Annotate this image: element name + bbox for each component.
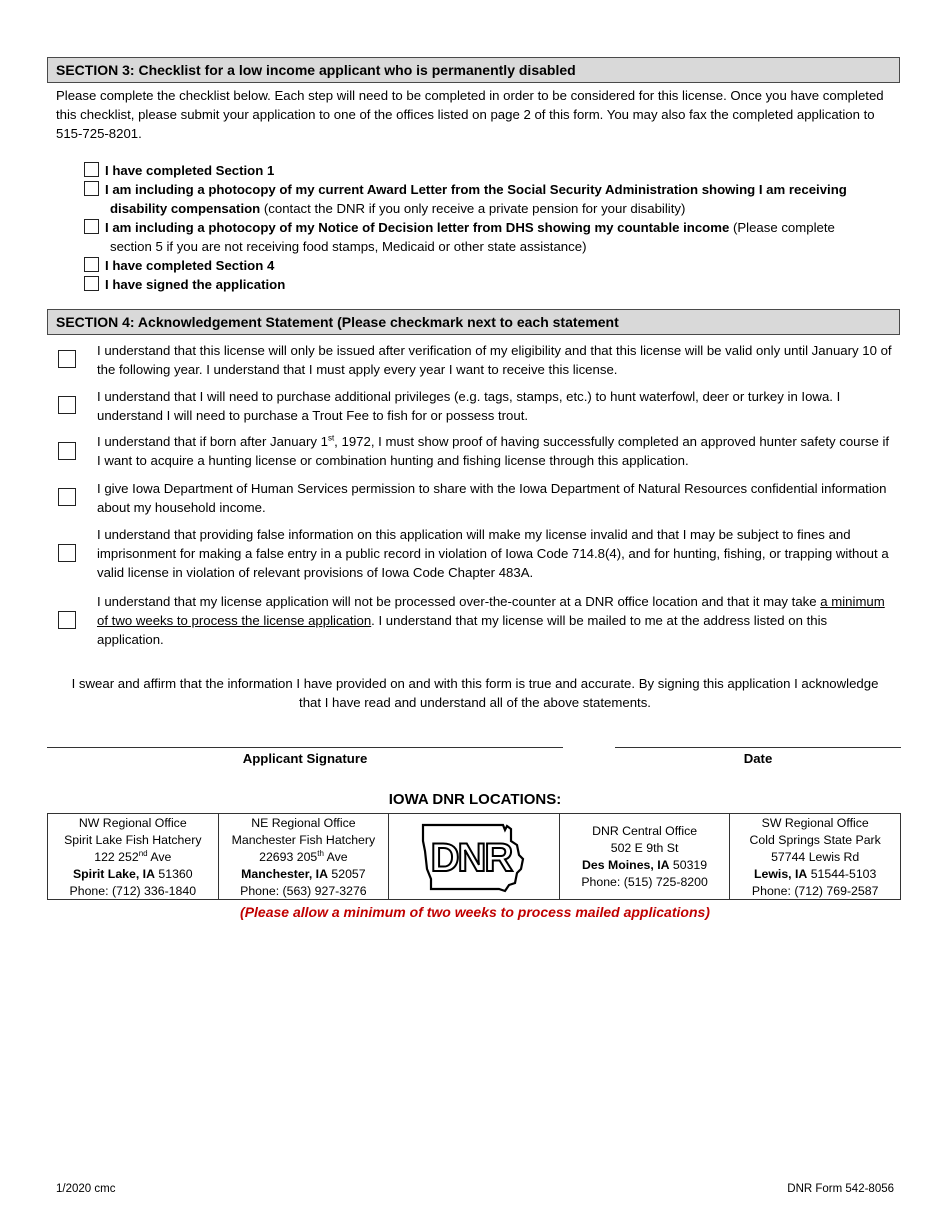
ack-text: I give Iowa Department of Human Services permission to share with the Iowa Department of Natural Resources confidential information about my household income.: [97, 481, 887, 515]
ack-checkbox[interactable]: [58, 350, 76, 368]
footer-date-code: 1/2020 cmc: [56, 1183, 116, 1195]
checklist-text: I have signed the application: [105, 277, 286, 292]
ack-checkbox[interactable]: [58, 488, 76, 506]
footer-form-number: DNR Form 542-8056: [787, 1183, 894, 1195]
checklist-text: I have completed Section 4: [105, 258, 275, 273]
section4-header: SECTION 4: Acknowledgement Statement (Please checkmark next to each statement: [47, 309, 900, 335]
checklist-checkbox[interactable]: [84, 181, 99, 196]
checklist-text: I am including a photocopy of my current Award Letter from the Social Security Administration showing I am receiving: [105, 182, 847, 197]
applicant-signature-label: Applicant Signature: [242, 751, 368, 766]
affirmation-statement: I swear and affirm that the information I have provided on and with this form is true and accurate. By signing this application I acknowledge that I have read and understand all of the above statements.: [71, 676, 879, 710]
ack-checkbox[interactable]: [58, 544, 76, 562]
checklist-checkbox[interactable]: [84, 276, 99, 291]
dnr-logo-icon: [419, 821, 529, 893]
locations-title: IOWA DNR LOCATIONS:: [388, 791, 562, 808]
locations-table: [47, 813, 901, 900]
checklist-checkbox[interactable]: [84, 162, 99, 177]
mailed-applications-notice: (Please allow a minimum of two weeks to process mailed applications): [240, 904, 710, 920]
checklist-note-cont: section 5 if you are not receiving food stamps, Medicaid or other state assistance): [110, 239, 587, 254]
office-sw: SW Regional Office Cold Springs State Park 57744 Lewis Rd Lewis, IA 51544-5103 Phone: (712) 769-2587: [749, 815, 881, 898]
checklist-item: [84, 256, 884, 275]
checklist-checkbox[interactable]: [84, 257, 99, 272]
checklist-checkbox[interactable]: [84, 219, 99, 234]
date-label: Date: [743, 751, 773, 766]
checklist-item: [84, 275, 884, 294]
section3-intro: Please complete the checklist below. Each step will need to be completed in order to be considered for this license. Once you have completed this checklist, please submit your application to one of the offices listed on page 2 of this form. You may also fax the completed application to 515-725-8201.: [56, 88, 884, 141]
ack-checkbox[interactable]: [58, 442, 76, 460]
ack-text: I understand that I will need to purchase additional privileges (e.g. tags, stamps, etc.) to hunt waterfowl, deer or turkey in Iowa. I understand I will need to purchase a Trout Fee to fish for or possess trout.: [97, 389, 841, 423]
checklist-note: (Please complete: [729, 220, 835, 235]
section3-header: SECTION 3: Checklist for a low income applicant who is permanently disabled: [47, 57, 900, 83]
ack-text: I understand that if born after January 1st, 1972, I must show proof of having successfully completed an approved hunter safety course if I want to acquire a hunting license or combination hunting and fishing license through this application.: [97, 433, 890, 468]
dnr-logo-cell: [389, 814, 560, 899]
checklist-note: (contact the DNR if you only receive a private pension for your disability): [260, 201, 686, 216]
ack-text: I understand that this license will only be issued after verification of my eligibility and that this license will be valid only until January 10 of the following year. I understand that I must apply every year I want to receive this license.: [97, 343, 892, 377]
checklist-item: [84, 161, 884, 180]
ack-checkbox[interactable]: [58, 396, 76, 414]
ack-text: I understand that my license application will not be processed over-the-counter at a DNR office location and that it may take a minimum of two weeks to process the license application. I understand that my license will be mailed to me at the address listed on this application.: [97, 594, 885, 647]
office-ne: NE Regional Office Manchester Fish Hatchery 22693 205th Ave Manchester, IA 52057 Phone: (563) 927-3276: [219, 814, 390, 899]
date-line[interactable]: [615, 747, 901, 748]
signature-line[interactable]: [47, 747, 563, 748]
checklist-text-cont: disability compensation: [110, 201, 261, 216]
checklist-item: [84, 218, 884, 256]
ack-checkbox[interactable]: [58, 611, 76, 629]
checklist-text: I am including a photocopy of my Notice of Decision letter from DHS showing my countable income: [105, 220, 730, 235]
office-central: DNR Central Office 502 E 9th St Des Moines, IA 50319 Phone: (515) 725-8200: [560, 814, 731, 899]
office-nw: NW Regional Office Spirit Lake Fish Hatchery 122 252nd Ave Spirit Lake, IA 51360 Phone: (712) 336-1840: [48, 814, 219, 899]
svg-text:DNR: DNR: [430, 836, 512, 880]
ack-text: I understand that providing false information on this application will make my license invalid and that I may be subject to fines and imprisonment for making a false entry in a public record in violation of Iowa Code 714.8(4), and for hunting, fishing, or trapping without a valid license in violation of relevant provisions of Iowa Code Chapter 483A.: [97, 527, 889, 580]
checklist-item: [84, 180, 884, 218]
checklist-text: I have completed Section 1: [105, 163, 275, 178]
